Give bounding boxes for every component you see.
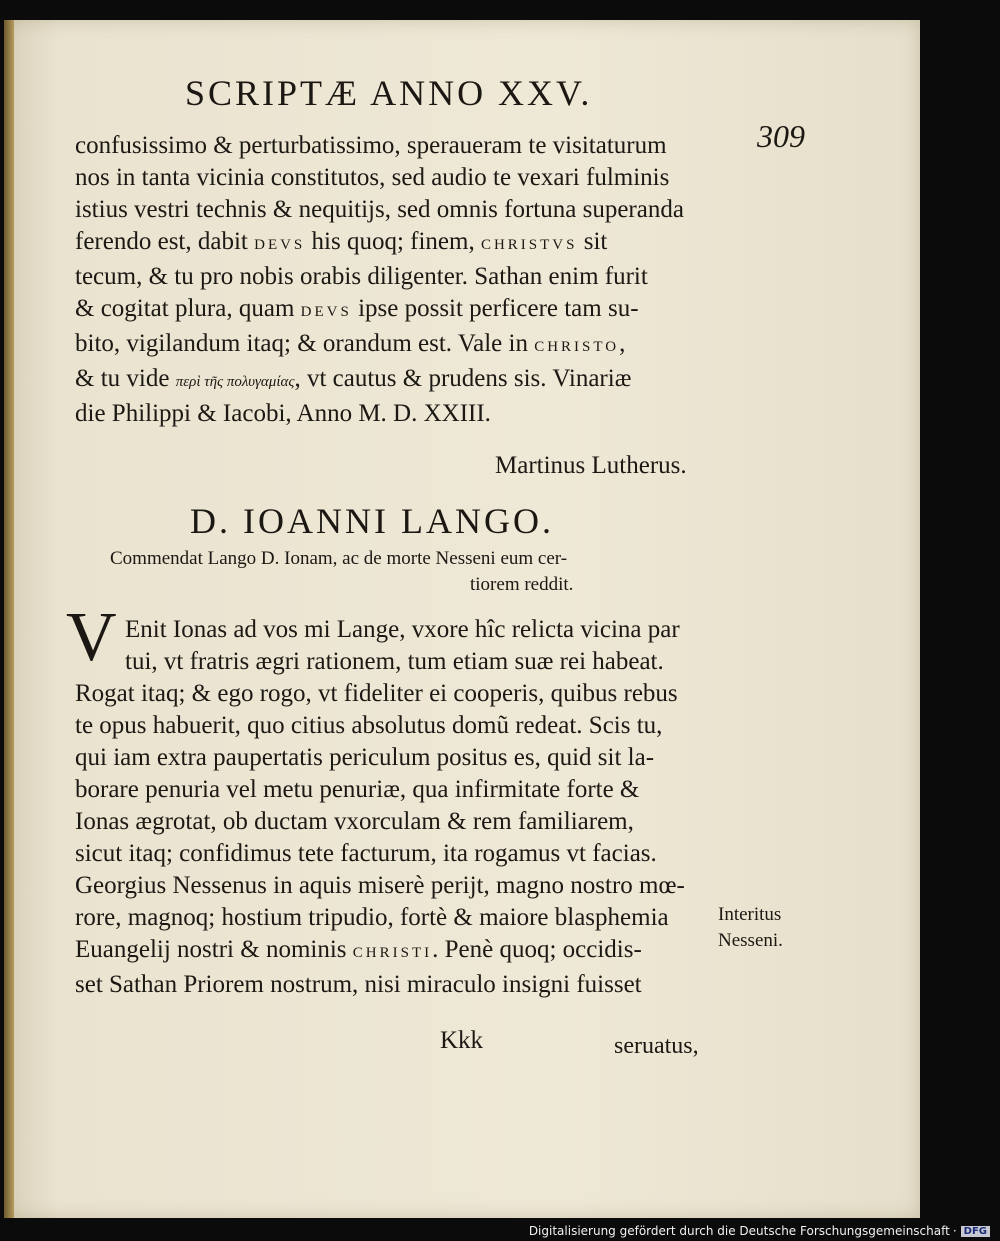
text-line [75,646,735,678]
footer-credit: Digitalisierung gefördert durch die Deutsche Forschungsgemeinschaft · DFG [529,1224,990,1238]
text-line [75,162,735,194]
marginal-note [718,902,783,954]
text-segment: te opus habuerit, quo citius absolutus domũ redeat. Scis tu, [75,712,663,739]
text-line [75,710,735,742]
text-segment: CHRISTI [352,945,433,961]
letter-summary [110,546,700,598]
text-segment: die Philippi & Iacobi, Anno M. D. XXIII. [75,400,491,427]
text-line [75,870,735,902]
letter-title: D. IOANNI LANGO. [190,501,554,541]
text-line [75,261,735,293]
text-segment: Georgius Nessenus in aquis miserè perijt, magno nostro mœ- [75,872,685,899]
letter-body-1 [75,130,735,430]
text-segment: , vt cautus & prudens sis. Vinariæ [294,365,632,392]
text-line [75,902,735,934]
text-line [75,806,735,838]
text-line [75,130,735,162]
running-header: SCRIPTÆ ANNO XXV. [185,73,593,113]
text-segment: sicut itaq; confidimus tete facturum, ita rogamus vt facias. [75,840,657,867]
text-segment: DEVS [254,237,306,253]
dfg-logo-icon: DFG [961,1226,990,1237]
text-segment: borare penuria vel metu penuriæ, qua infirmitate forte & [75,776,640,803]
text-segment: bito, vigilandum itaq; & orandum est. Vale in [75,330,535,357]
text-segment: DEVS [300,304,352,320]
catchword: seruatus, [614,1033,699,1059]
text-segment: tui, vt fratris ægri rationem, tum etiam suæ rei habeat. [125,648,664,675]
text-segment: nos in tanta vicinia constitutos, sed audio te vexari fulminis [75,164,670,191]
text-line [75,328,735,363]
signature-mark: Kkk [440,1027,484,1054]
text-segment: CHRISTO [534,339,620,355]
text-segment: his quoq; finem, [305,228,481,255]
page-number: 309 [757,118,805,154]
text-line [75,293,735,328]
text-segment: istius vestri technis & nequitijs, sed omnis fortuna superanda [75,196,684,223]
text-segment: Ionas ægrotat, ob ductam vxorculam & rem familiarem, [75,808,634,835]
text-segment: ferendo est, dabit [75,228,255,255]
text-segment: tecum, & tu pro nobis orabis diligenter. Sathan enim furit [75,263,648,290]
text-line [75,226,735,261]
text-segment: περὶ τῆς πολυγαμίας [175,374,295,390]
text-line [75,678,735,710]
text-segment: rore, magnoq; hostium tripudio, fortè & maiore blasphemia [75,904,669,931]
page-spine-edge [4,20,14,1218]
summary-line: tiorem reddit. [470,574,574,595]
summary-line: Commendat Lango D. Ionam, ac de morte Nesseni eum cer- [110,548,568,569]
text-segment: . Penè quoq; occidis- [432,936,642,963]
drop-cap: V [66,599,117,676]
text-segment: ipse possit perficere tam su- [351,295,639,322]
text-segment: sit [577,228,608,255]
text-line [75,742,735,774]
footer-text: Digitalisierung gefördert durch die Deutsche Forschungsgemeinschaft [528,1224,950,1238]
text-line [75,969,735,1001]
text-segment: Euangelij nostri & nominis [75,936,353,963]
text-segment: set Sathan Priorem nostrum, nisi miraculo insigni fuisset [75,971,642,998]
signature: Martinus Lutherus. [495,452,687,479]
text-segment: CHRISTVS [480,237,578,253]
marginal-note-line: Interitus [718,904,782,925]
text-segment: & tu vide [75,365,176,392]
text-segment: confusissimo & perturbatissimo, speraueram te visitaturum [75,132,667,159]
text-segment: & cogitat plura, quam [75,295,301,322]
text-line [75,363,735,398]
text-segment: Rogat itaq; & ego rogo, vt fideliter ei cooperis, quibus rebus [75,680,678,707]
text-segment: Enit Ionas ad vos mi Lange, vxore hîc relicta vicina par [125,616,680,643]
text-line [75,774,735,806]
marginal-note-line: Nesseni. [718,930,783,951]
text-line [75,194,735,226]
text-line [75,838,735,870]
text-line [75,614,735,646]
text-line [75,934,735,969]
text-line [75,398,735,430]
text-segment: , [619,330,626,357]
text-segment: qui iam extra paupertatis periculum positus es, quid sit la- [75,744,655,771]
letter-body-2 [75,614,735,1001]
